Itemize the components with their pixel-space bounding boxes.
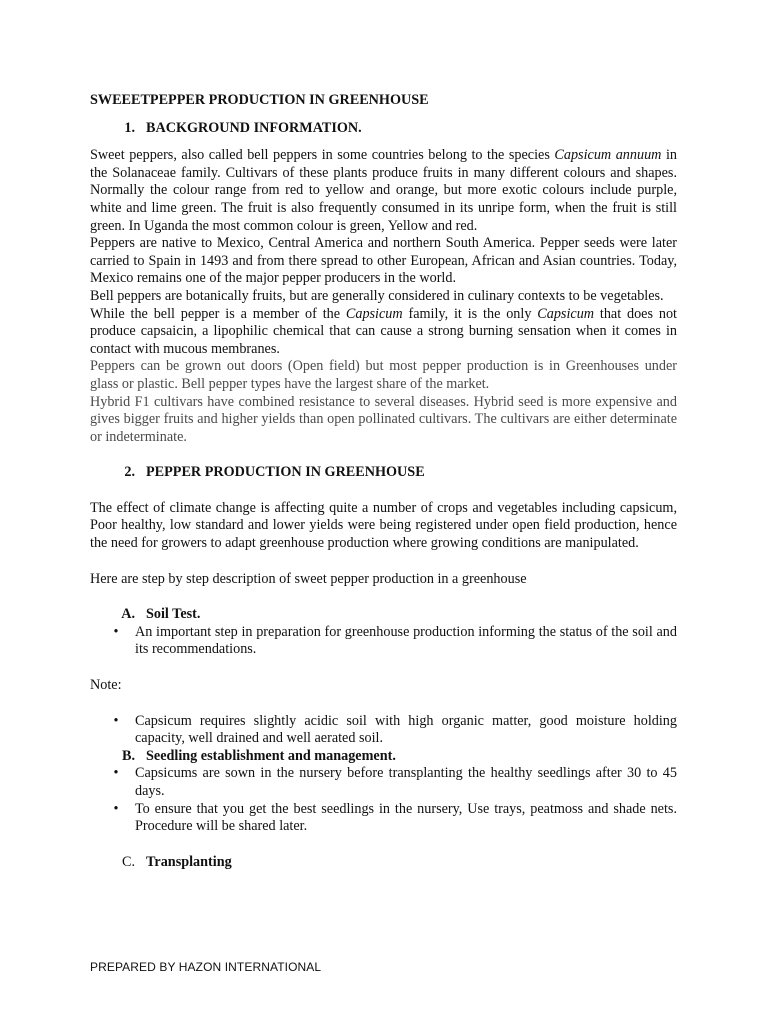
bullet-icon: • xyxy=(113,712,119,729)
greenhouse-paragraph-1: The effect of climate change is affecting quite a number of crops and vegetables including capsicum, Poor healthy, low standard and lower yields were being registered under open field production, hence the need for growers to adapt greenhouse production where growing conditions are manipulated. xyxy=(90,499,677,552)
section-1-heading xyxy=(90,120,677,138)
step-b-label: B. xyxy=(121,747,135,764)
section-1-number: 1. xyxy=(124,119,135,136)
background-paragraph-6: Hybrid F1 cultivars have combined resistance to several diseases. Hybrid seed is more expensive and gives bigger fruits and higher yields than open pollinated cultivars. The cultivars are either determinate or indeterminate. xyxy=(90,393,677,445)
bullet-icon: • xyxy=(113,765,119,782)
step-b-heading xyxy=(90,748,677,766)
list-item xyxy=(90,801,677,836)
bullet-icon: • xyxy=(113,623,119,640)
background-paragraph-5: Peppers can be grown out doors (Open field) but most pepper production is in Greenhouses under glass or plastic. Bell pepper types have the largest share of the market. xyxy=(90,358,677,392)
background-paragraph-3: Bell peppers are botanically fruits, but are generally considered in culinary contexts to be vegetables. xyxy=(90,287,664,304)
step-a-title: Soil Test. xyxy=(146,606,201,623)
step-c-title: Transplanting xyxy=(146,853,232,870)
section-1-title: BACKGROUND INFORMATION. xyxy=(146,119,362,136)
document-title: SWEEETPEPPER PRODUCTION IN GREENHOUSE xyxy=(90,92,429,108)
species-name: Capsicum annuum xyxy=(554,147,662,164)
step-c-heading xyxy=(90,854,677,872)
step-b-bullet-2: To ensure that you get the best seedlings in the nursery, Use trays, peatmoss and shade nets. Procedure will be shared later. xyxy=(135,800,677,835)
note-bullet-1: Capsicum requires slightly acidic soil with high organic matter, good moisture holding capacity, well drained and well aerated soil. xyxy=(135,712,677,747)
section-2-number: 2. xyxy=(124,464,135,481)
background-paragraph-1: Sweet peppers, also called bell peppers in some countries belong to the species Capsicum annuum in the Solanaceae family. Cultivars of these plants produce fruits in many different colours and shapes. Normally the colour range from red to yellow and orange, but more exotic colours include purple, white and lime green. The fruit is also frequently consumed in its unripe form, when the fruit is still green. In Uganda the most common colour is green, Yellow and red. xyxy=(90,147,677,234)
step-a-label: A. xyxy=(121,606,135,623)
note-label: Note: xyxy=(90,677,122,694)
step-b-title: Seedling establishment and management. xyxy=(146,747,396,764)
page-footer: PREPARED BY HAZON INTERNATIONAL xyxy=(90,960,322,974)
greenhouse-paragraph-2: Here are step by step description of sweet pepper production in a greenhouse xyxy=(90,570,527,587)
section-2-title: PEPPER PRODUCTION IN GREENHOUSE xyxy=(146,464,425,481)
list-item xyxy=(90,713,677,748)
list-item xyxy=(90,624,677,659)
step-b-bullet-1: Capsicums are sown in the nursery before transplanting the healthy seedlings after 30 to 45 days. xyxy=(135,765,677,799)
step-c-label: C. xyxy=(121,853,135,870)
list-item xyxy=(90,765,677,800)
bullet-icon: • xyxy=(113,800,119,817)
section-2-heading xyxy=(90,464,677,482)
background-paragraph-4: While the bell pepper is a member of the Capsicum family, it is the only Capsicum that does not produce capsaicin, a lipophilic chemical that can cause a strong burning sensation when it comes in contact with mucous membranes. xyxy=(90,305,677,357)
document-body xyxy=(90,92,677,871)
background-paragraph-2: Peppers are native to Mexico, Central America and northern South America. Pepper seeds were later carried to Spain in 1493 and from there spread to other European, African and Asian countries. Today, Mexico remains one of the major pepper producers in the world. xyxy=(90,235,677,287)
step-a-bullet-1: An important step in preparation for greenhouse production informing the status of the soil and its recommendations. xyxy=(135,623,677,658)
step-a-heading xyxy=(90,606,677,624)
